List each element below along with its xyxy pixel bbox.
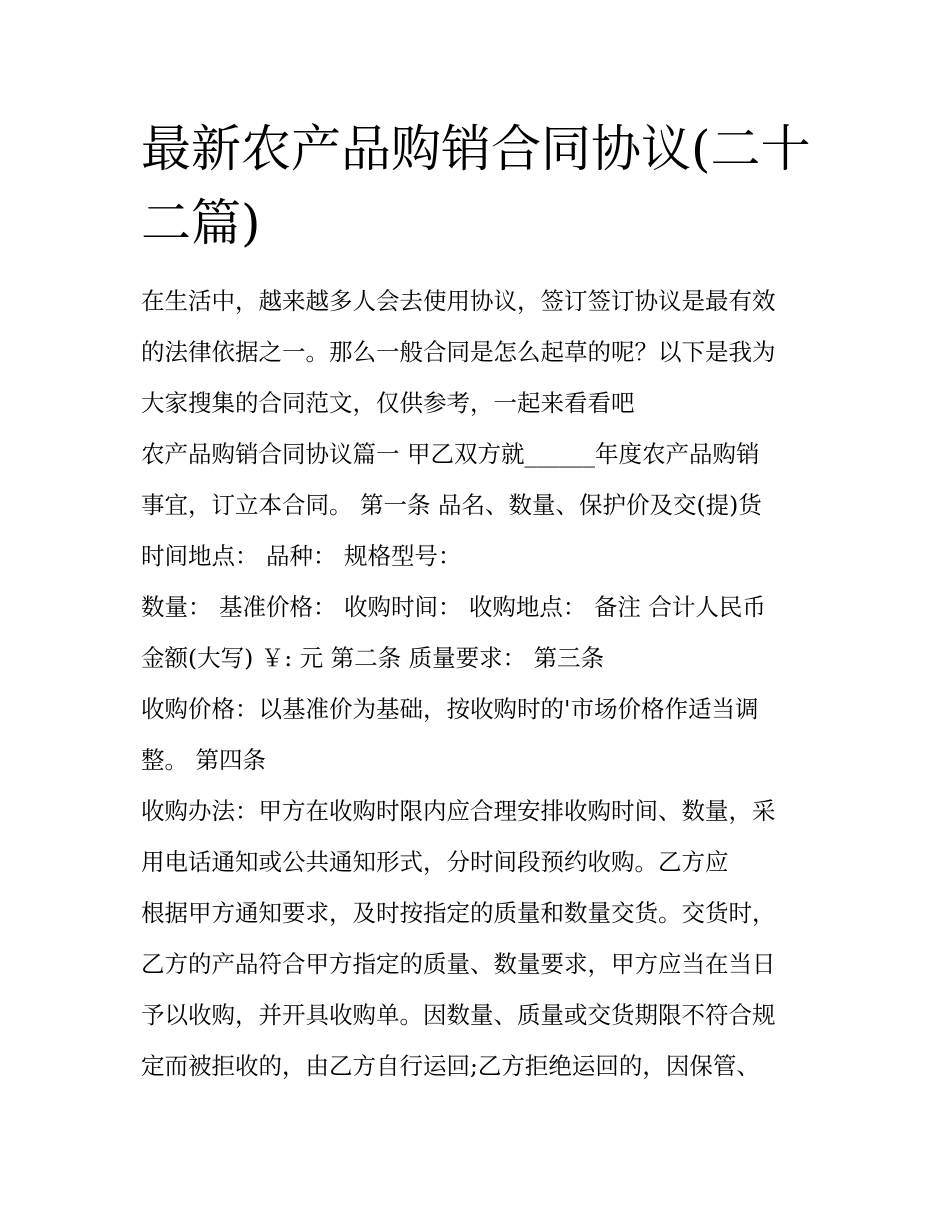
document-body xyxy=(141,276,831,1092)
body-line-11: 收购办法：甲方在收购时限内应合理安排收购时间、数量，采 xyxy=(141,797,776,825)
body-line-15: 予以收购，并开具收购单。因数量、质量或交货期限不符合规 xyxy=(141,1001,776,1029)
body-line-14: 乙方的产品符合甲方指定的质量、数量要求，甲方应当在当日 xyxy=(141,950,776,978)
body-line-12: 用电话通知或公共通知形式，分时间段预约收购。乙方应 xyxy=(141,848,729,876)
body-line-2: 的法律依据之一。那么一般合同是怎么起草的呢？以下是我为 xyxy=(141,338,776,366)
body-line-10: 整。 第四条 xyxy=(141,746,266,774)
body-line-7: 数量： 基准价格： 收购时间： 收购地点： 备注 合计人民币 xyxy=(141,593,766,621)
body-line-4: 农产品购销合同协议篇一 甲乙双方就______年度农产品购销 xyxy=(141,440,760,468)
document-title: 最新农产品购销合同协议(二十二篇) xyxy=(141,120,811,252)
body-line-3: 大家搜集的合同范文，仅供参考，一起来看看吧 xyxy=(141,389,635,417)
body-line-6: 时间地点： 品种： 规格型号： xyxy=(141,542,462,570)
body-line-5: 事宜，订立本合同。 第一条 品名、数量、保护价及交(提)货 xyxy=(141,491,762,519)
body-line-1: 在生活中，越来越多人会去使用协议，签订签订协议是最有效 xyxy=(141,287,776,315)
body-line-16: 定而被拒收的，由乙方自行运回;乙方拒绝运回的，因保管、 xyxy=(141,1052,760,1080)
body-line-9: 收购价格：以基准价为基础，按收购时的'市场价格作适当调 xyxy=(141,695,759,723)
body-line-8: 金额(大写) ￥: 元 第二条 质量要求： 第三条 xyxy=(141,644,605,672)
body-line-13: 根据甲方通知要求，及时按指定的质量和数量交货。交货时， xyxy=(141,899,776,927)
